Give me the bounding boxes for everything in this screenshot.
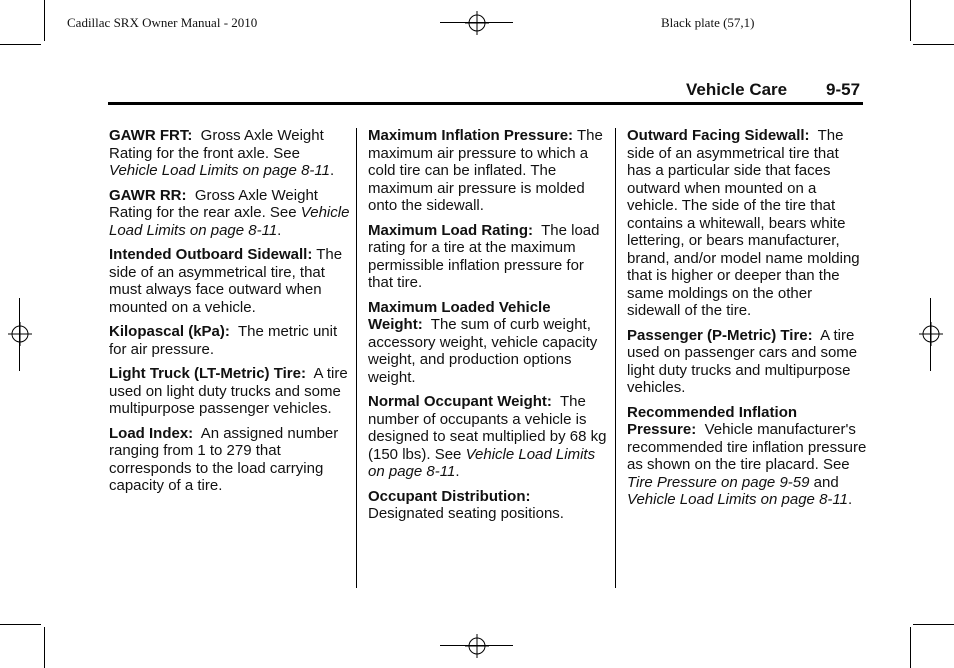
glossary-text: A tire used on passenger cars and some light duty trucks and multipurpose vehicles. [627, 326, 858, 396]
glossary-text-end: . [455, 463, 460, 480]
crop-mark [910, 627, 911, 668]
glossary-text: The side of an asymmetrical tire that has a particular side that faces outward when mounted on a vehicle. The side of the tire that contains a whitewall, bears white lettering, or bears manufacturer, brand, and/or model name molding that is higher or deeper than the same moldings on the other sidewall of the tire. [627, 127, 860, 319]
glossary-entry [109, 127, 351, 180]
crop-mark [913, 624, 954, 625]
column-3 [627, 127, 867, 516]
glossary-text: The metric unit for air pressure. [109, 323, 338, 358]
crop-mark [44, 0, 45, 41]
glossary-entry [368, 393, 608, 481]
crop-mark [440, 645, 513, 646]
plate-title: Cadillac SRX Owner Manual - 2010 [67, 15, 258, 30]
glossary-text: Vehicle manufacturer's recommended tire inflation pressure as shown on the tire placard. See [627, 421, 867, 473]
glossary-term: Occupant Distribution: [368, 487, 531, 505]
glossary-term: Passenger (P-Metric) Tire: [627, 326, 813, 344]
glossary-term: Recommended Inflation Pressure: [627, 403, 798, 438]
crop-mark [0, 44, 41, 45]
glossary-term: Intended Outboard Sidewall: [109, 246, 313, 263]
cross-reference-link[interactable]: Tire Pressure on page 9-59 [627, 473, 810, 491]
glossary-entry [627, 327, 867, 397]
glossary-text-end: . [329, 162, 335, 179]
glossary-entry [109, 365, 351, 418]
glossary-text-mid: and [809, 473, 839, 491]
glossary-entry [368, 488, 608, 523]
plate-info: Black plate (57,1) [661, 15, 755, 30]
glossary-text: A tire used on light duty trucks and some multipurpose passenger vehicles. [109, 365, 348, 417]
glossary-entry [109, 323, 351, 358]
cross-reference-link[interactable]: Vehicle Load Limits on page 8-11 [368, 445, 596, 480]
glossary-term: Maximum Load Rating: [368, 221, 534, 239]
glossary-text: The load rating for a tire at the maximum permissible inflation pressure for that tire. [368, 221, 600, 291]
glossary-entry [368, 127, 608, 215]
glossary-text: Designated seating positions. [368, 505, 564, 522]
column-divider [615, 128, 616, 588]
column-divider [356, 128, 357, 588]
crop-mark [913, 44, 954, 45]
glossary-term: Outward Facing Sidewall: [627, 127, 810, 144]
glossary-entry [368, 222, 608, 292]
header-rule [108, 102, 863, 105]
glossary-entry [109, 246, 351, 316]
glossary-text: Gross Axle Weight Rating for the rear axle. See [109, 186, 318, 221]
glossary-text: The sum of curb weight, accessory weight, vehicle capacity weight, and production options weight. [368, 316, 598, 386]
cross-reference-link[interactable]: Vehicle Load Limits on page 8-11 [109, 162, 330, 179]
glossary-text-end: . [277, 221, 282, 239]
registration-mark-icon [919, 322, 943, 346]
glossary-entry [109, 425, 351, 495]
glossary-text: The side of an asymmetrical tire, that must always face outward when mounted on a vehicle. [109, 246, 343, 316]
glossary-term: Normal Occupant Weight: [368, 393, 552, 410]
glossary-text: Gross Axle Weight Rating for the front axle. See [109, 127, 324, 162]
cross-reference-link[interactable]: Vehicle Load Limits on page 8-11 [109, 204, 350, 239]
crop-mark [19, 298, 20, 371]
crop-mark [930, 298, 931, 371]
glossary-text: An assigned number ranging from 1 to 279 that corresponds to the load carrying capacity of a tire. [109, 424, 339, 494]
crop-mark [44, 627, 45, 668]
glossary-entry [627, 127, 867, 320]
registration-mark-icon [8, 322, 32, 346]
glossary-text-end: . [847, 491, 853, 508]
glossary-term: GAWR FRT: [109, 127, 193, 144]
glossary-term: Load Index: [109, 424, 194, 442]
crop-mark [910, 0, 911, 41]
column-1 [109, 127, 351, 502]
glossary-entry [368, 299, 608, 387]
section-title: Vehicle Care [686, 80, 788, 99]
glossary-entry [109, 187, 351, 240]
glossary-term: Light Truck (LT-Metric) Tire: [109, 365, 306, 382]
cross-reference-link[interactable]: Vehicle Load Limits on page 8-11 [627, 491, 848, 508]
glossary-term: Kilopascal (kPa): [109, 323, 230, 340]
crop-mark [0, 624, 41, 625]
glossary-text: The maximum air pressure to which a cold tire can be inflated. The maximum air pressure is molded onto the sidewall. [368, 127, 603, 214]
registration-mark-icon [465, 634, 489, 658]
glossary-term: GAWR RR: [109, 186, 187, 204]
registration-mark-icon [465, 11, 489, 35]
page-number: 9-57 [826, 80, 861, 99]
glossary-term: Maximum Loaded Vehicle Weight: [368, 298, 551, 333]
glossary-term: Maximum Inflation Pressure: [368, 127, 574, 144]
glossary-text: The number of occupants a vehicle is designed to seat multiplied by 68 kg (150 lbs). See [368, 393, 607, 463]
glossary-entry [627, 404, 867, 509]
crop-mark [440, 22, 513, 23]
column-2 [368, 127, 608, 530]
